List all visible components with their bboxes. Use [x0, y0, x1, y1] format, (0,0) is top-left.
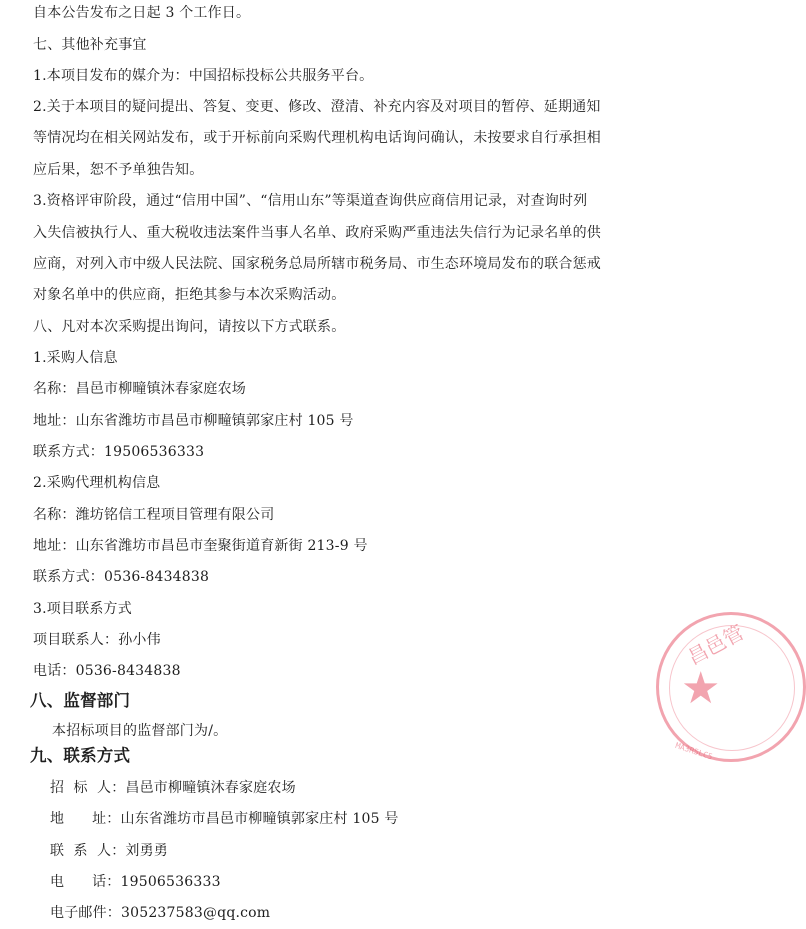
project-contact-person: 项目联系人：孙小伟 [33, 632, 161, 648]
text-line: 应后果，恕不予单独告知。 [33, 162, 204, 178]
text-line: 等情况均在相关网站发布，或于开标前向采购代理机构电话询问确认，未按要求自行承担相 [33, 130, 601, 146]
section-heading-supervision: 八、监督部门 [30, 691, 131, 710]
contact-email: 电子邮件：305237583@qq.com [50, 905, 271, 921]
contact-phone: 电 话：19506536333 [50, 874, 221, 890]
text-line: 自本公告发布之日起 3 个工作日。 [33, 5, 251, 21]
agency-address: 地址：山东省潍坊市昌邑市奎聚街道育新街 213-9 号 [33, 538, 368, 554]
agency-contact: 联系方式：0536-8434838 [33, 569, 210, 585]
seal-code: MA3R5LC5 [674, 741, 714, 762]
project-contact-phone: 电话：0536-8434838 [33, 663, 181, 679]
agency-info-heading: 2.采购代理机构信息 [33, 475, 161, 491]
text-line: 3.资格评审阶段，通过“信用中国”、“信用山东”等渠道查询供应商信用记录，对查询时列 [33, 193, 588, 209]
purchaser-info-heading: 1.采购人信息 [33, 350, 118, 366]
section-heading-other-matters: 七、其他补充事宜 [33, 37, 147, 53]
contact-bidder: 招 标 人：昌邑市柳疃镇沐春家庭农场 [50, 780, 296, 796]
purchaser-name: 名称：昌邑市柳疃镇沐春家庭农场 [33, 381, 246, 397]
purchaser-contact: 联系方式：19506536333 [33, 444, 205, 460]
agency-name: 名称：潍坊铭信工程项目管理有限公司 [33, 507, 275, 523]
seal-text: 昌邑管 [683, 620, 748, 670]
contact-address: 地 址：山东省潍坊市昌邑市柳疃镇郭家庄村 105 号 [50, 811, 399, 827]
project-contact-heading: 3.项目联系方式 [33, 601, 132, 617]
text-line: 1.本项目发布的媒介为：中国招标投标公共服务平台。 [33, 68, 374, 84]
purchaser-address: 地址：山东省潍坊市昌邑市柳疃镇郭家庄村 105 号 [33, 413, 354, 429]
text-line: 应商，对列入市中级人民法院、国家税务总局所辖市税务局、市生态环境局发布的联合惩戒 [33, 256, 601, 272]
section-heading-contact: 九、联系方式 [30, 746, 131, 765]
section-heading-inquiry: 八、凡对本次采购提出询问，请按以下方式联系。 [33, 319, 346, 335]
text-line: 对象名单中的供应商，拒绝其参与本次采购活动。 [33, 287, 346, 303]
contact-person: 联 系 人：刘勇勇 [50, 843, 169, 859]
official-seal [656, 612, 806, 762]
text-line: 2.关于本项目的疑问提出、答复、变更、修改、澄清、补充内容及对项目的暂停、延期通知 [33, 99, 601, 115]
supervision-text: 本招标项目的监督部门为/。 [52, 723, 228, 739]
text-line: 入失信被执行人、重大税收违法案件当事人名单、政府采购严重违法失信行为记录名单的供 [33, 225, 601, 241]
seal-star-icon: ★ [681, 663, 721, 714]
